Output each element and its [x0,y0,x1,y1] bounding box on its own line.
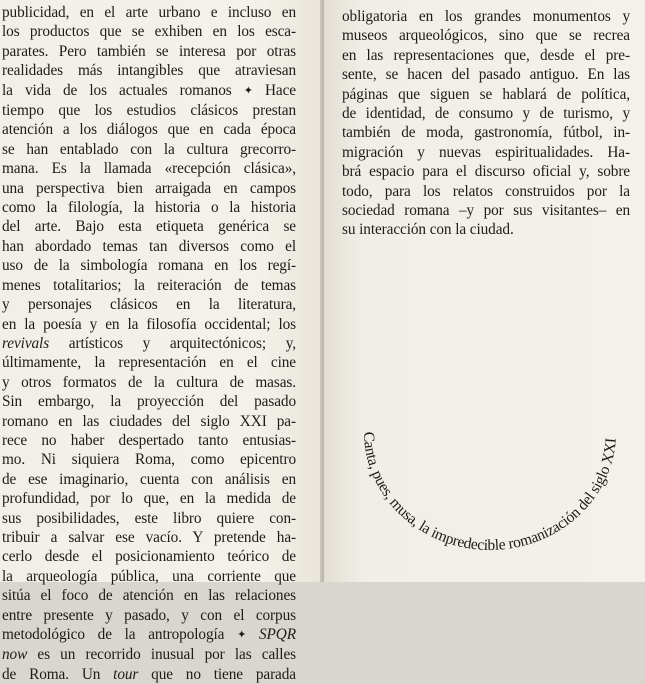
text-line [2,665,296,684]
text-line: sociedad romana –y por sus visitantes– en [342,202,630,220]
left-body-text [2,3,296,684]
text-fragment: Hace [264,81,296,99]
text-line: sente, se hacen del pasado antiguo. En las [342,66,630,84]
text-line: sitúa el foco de atención en las relaciones [2,587,296,605]
text-fragment: pa- [266,412,296,430]
text-line: mo. Ni siquiera Roma, como epicentro [2,451,296,469]
century-numeral: XXI [239,412,267,430]
italic-term: tour [113,665,139,683]
text-line: realidades más intangibles que atraviesan [2,62,296,80]
text-line: una perspectiva bien arraigada en campos [2,179,296,197]
text-line: publicidad, en el arte urbano e incluso en [2,4,296,21]
text-fragment: que no tiene parada [138,665,296,683]
text-line: Sin embargo, la proyección del pasado [2,393,296,411]
text-line: la arqueología pública, una corriente que [2,567,296,585]
text-line: páginas que siguen se hablará de política, [342,85,630,103]
text-fragment: artísticos y arquitectónicos; y, [49,334,296,352]
text-line: de ese imaginario, cuenta con análisis en [2,470,296,488]
text-line [2,81,296,101]
curved-epigraph [324,0,645,582]
text-fragment: de Roma. Un [2,665,114,683]
text-line: y personajes clásicos en la literatura, [2,296,296,314]
text-line [2,412,296,431]
text-line: en la poesía y en la filosofía occidental; los [2,315,296,333]
text-fragment: metodológico de la antropología [2,626,225,643]
text-line: en las representaciones que, desde el pre- [342,46,630,64]
text-line: entre presente y pasado, y con el corpus [2,606,296,624]
text-line: profundidad, por lo que, en la medida de [2,490,296,508]
text-fragment: la vida de los actuales romanos [2,81,232,99]
text-line: tribuir a salvar ese vacío. Y pretende ha- [2,528,296,546]
text-line [2,334,296,353]
text-line: migración y nuevas espiritualidades. Ha- [342,143,630,161]
text-line: mana. Es la llamada «recepción clásica», [2,160,296,178]
text-line: obligatoria en los grandes monumentos y [342,8,630,25]
text-line: brá espacio para el discurso oficial y, sobre [342,163,630,181]
text-fragment: romano en las ciudades del siglo [2,412,240,430]
text-line: de identidad, de consumo y de turismo, y [342,105,630,123]
text-line: uso de la simbología romana en los regí- [2,257,296,275]
italic-term: now [2,646,28,664]
text-line: y otros formatos de la cultura de masas. [2,373,296,391]
text-line: como la filología, la historia o la historia [2,199,296,217]
text-line: parates. Pero también se interesa por otras [2,42,296,60]
text-line: menes totalitarios; la reiteración de temas [2,276,296,294]
section-separator-icon: ✦ [243,84,253,97]
text-line: últimamente, la representación en el cine [2,354,296,372]
text-fragment: es un recorrido inusual por las calles [27,646,296,664]
right-page [324,0,645,582]
text-line: todo, para los relatos construidos por la [342,182,630,200]
text-line: cerlo desde el posicionamiento teórico de [2,548,296,566]
text-line: museos arqueológicos, sino que se recrea [342,27,630,45]
text-line: del arte. Bajo esta etiqueta genérica se [2,218,296,236]
text-line: se han entablado con la cultura grecorro- [2,140,296,158]
section-separator-icon: ✦ [237,629,247,641]
text-line: su interacción con la ciudad. [342,221,514,239]
text-line: rece no haber despertado tanto entusias- [2,431,296,449]
italic-term: revivals [2,334,50,352]
left-page [0,0,322,683]
text-line: sus posibilidades, este libro quiere con- [2,509,296,527]
text-line: han abordado temas tan diversos como el [2,237,296,255]
text-line: también de moda, gastronomía, fútbol, in- [342,124,630,142]
curved-epigraph-text [360,431,620,554]
italic-term: SPQR [258,626,296,643]
text-line: atención a los diálogos que en cada época [2,121,296,139]
text-line [2,625,296,645]
text-line: los productos que se exhiben en los esca- [2,23,296,41]
curved-epigraph-path: Canta, pues, musa, la impredecible romanización del siglo XXI [359,431,620,555]
text-line: tiempo que los estudios clásicos prestan [2,102,296,120]
text-line [2,645,296,664]
